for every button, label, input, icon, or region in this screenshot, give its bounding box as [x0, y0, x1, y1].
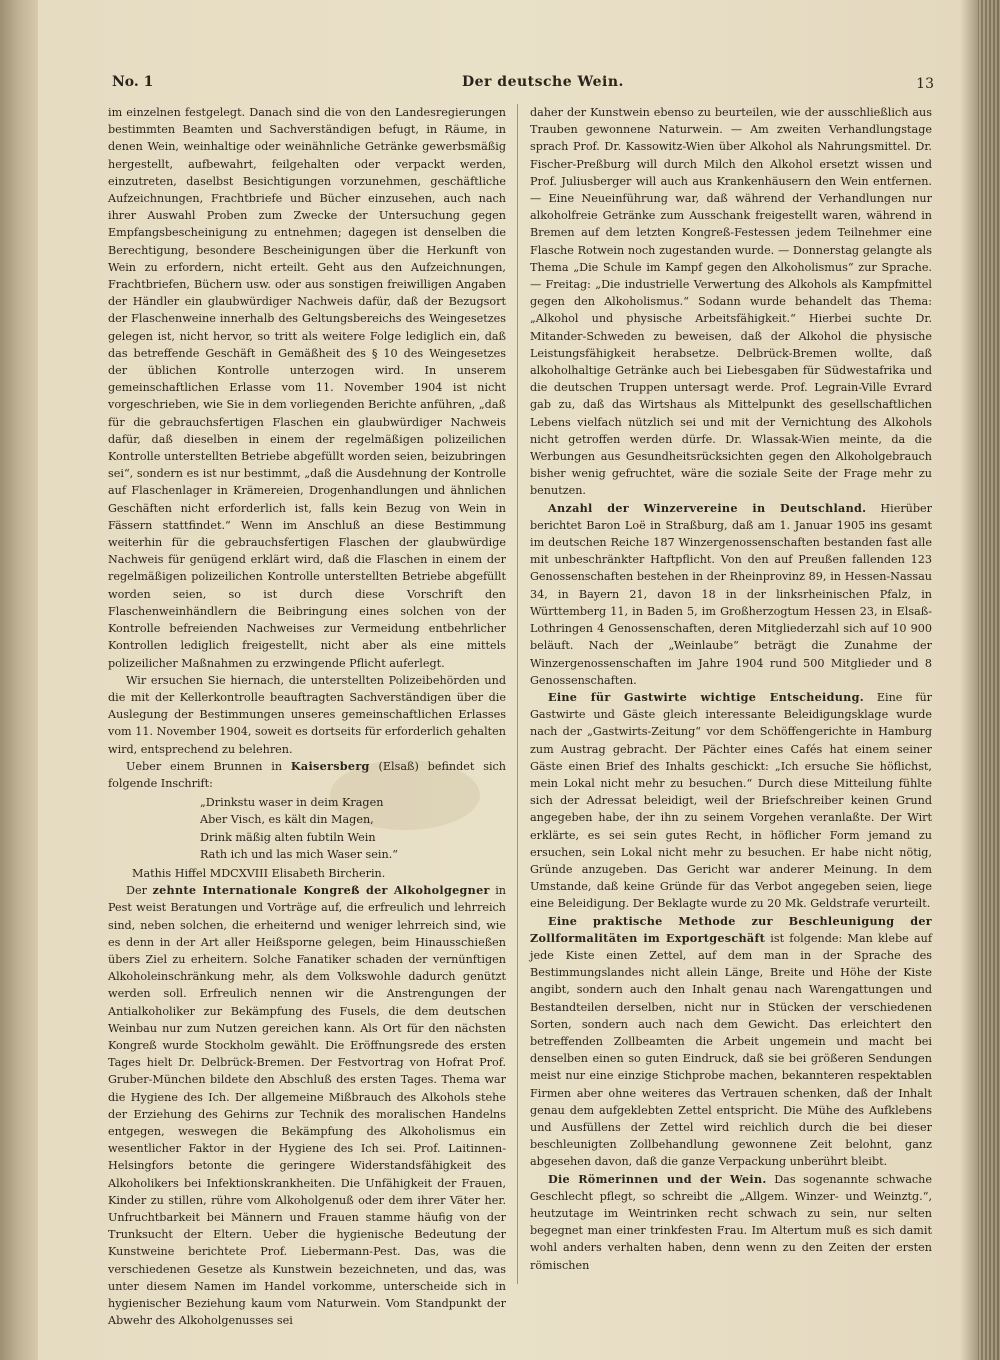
heading-gastwirte: Eine für Gastwirte wichtige Entscheidung. — [548, 689, 864, 704]
running-header — [100, 74, 940, 100]
paragraph-gastwirte: Eine für Gastwirte wichtige Entscheidung. Eine für Gastwirte und Gäste gleich interessante Beleidigungsklage wurde nach der „Gastwirts-Zeitung“ vor dem Schöffengerichte in Hamburg zum Austrag gebracht. Der Pächter eines Cafés hat einem seiner Gäste einen Brief des Inhalts geschickt: „Ich ersuche Sie höflichst, mein Lokal nicht mehr zu besuchen.“ Durch diese Mitteilung fühlte sich der Adressat beleidigt, weil der Briefschreiber keinen Grund angegeben habe, der ihn zu seinem Vorgehen veranlaßte. Der Wirt erklärte, es sei sein gutes Recht, in höflicher Form jemand zu ersuchen, sein Lokal nicht mehr zu besuchen. Er habe nicht nötig, Gründe anzugeben. Das Gericht war anderer Meinung. In dem Umstande, daß keine Gründe für das Verbot angegeben seien, liege eine Beleidigung. Der Beklagte wurde zu 20 Mk. Geldstrafe verurteilt. — [530, 689, 932, 911]
heading-kaisersberg: Kaisersberg — [290, 758, 370, 773]
fountain-inscription — [200, 794, 506, 863]
page-number: 13 — [916, 76, 934, 92]
poem-line: „Drinkstu waser in deim Kragen — [200, 796, 384, 810]
poem-line: Rath ich und las mich Waser sein.“ — [200, 847, 398, 861]
page-edges — [978, 0, 1000, 1360]
paragraph-fountain-intro: Ueber einem Brunnen in Kaisersberg (Elsaß) befindet sich folgende Inschrift: — [108, 758, 507, 790]
heading-winzervereine: Anzahl der Winzervereine in Deutschland. — [548, 500, 867, 515]
paragraph-congress: Der zehnte Internationale Kongreß der Alkoholgegner in Pest weist Beratungen und Vorträge auf, die erfreulich und lehrreich sind, neben solchen, die erheiternd und weniger lehrreich sind, wie es denn in der Art aller Heißsporne gelegen, beim Hinausschießen übers Ziel zu erheitern. Solche Fanatiker schaden der vernünftigen Alkoholeinschränkung mehr, als dem Volkswohle dadurch genützt werden soll. Erfreulich nennen wir die Anstrengungen der Antialkoholiker zur Bekämpfung des Fusels, die dem deutschen Weinbau nur zum Nutzen gereichen kann. Als Ort für den nächsten Kongreß wurde Stockholm gewählt. Die Eröffnungsrede des ersten Tages hielt Dr. Delbrück-Bremen. Der Festvortrag von Hofrat Prof. Gruber-München bildete den Abschluß des ersten Tages. Thema war die Hygiene des Ich. Der allgemeine Mißbrauch des Alkohols stehe der Erziehung des Gehirns zur Technik des moralischen Handelns entgegen, weswegen die Bekämpfung des Alkoholismus ein wesentlicher Faktor in der Hygiene des Ich sei. Prof. Laitinnen-Helsingfors betonte die geringere Widerstandsfähigkeit des Alkoholikers bei Infektionskrankheiten. Die Unfähigkeit der Frauen, Kinder zu stillen, rühre vom Alkoholgenuß oder dem ihrer Väter her. Unfruchtbarkeit bei Männern und Frauen stamme häufig von der Trunksucht der Eltern. Ueber die hygienische Bedeutung der Kunstweine berichtete Prof. Liebermann-Pest. Das, was die verschiedenen Gesetze als Kunstwein bezeichneten, und das, was unter diesem Namen im Handel vorkomme, unterscheide sich in hygienischer Beziehung kaum vom Naturwein. Vom Standpunkt der Abwehr des Alkoholgenusses sei — [108, 883, 506, 1328]
paragraph-wine-inspection: im einzelnen festgelegt. Danach sind die von den Landesregierungen bestimmten Beamten und Sachverständigen befugt, in Räume, in denen Wein, weinhaltige oder weinähnliche Getränke gewerbsmäßig hergestellt, aufbewahrt, feilgehalten oder verpackt werden, einzutreten, daselbst Besichtigungen vorzunehmen, geschäftliche Aufzeichnungen, Frachtbriefe und Bücher einzusehen, auch nach ihrer Auswahl Proben zum Zwecke der Untersuchung gegen Empfangsbescheinigung zu entnehmen; dagegen ist denselben die Berechtigung, besondere Bescheinigungen über die Herkunft von Wein zu erfordern, nicht erteilt. Geht aus den Aufzeichnungen, Frachtbriefen, Büchern usw. oder aus sonstigen freiwilligen Angaben der Händler ein glaubwürdiger Nachweis dafür, daß der Bezugsort der Flaschenweine innerhalb des Geltungsbereichs des Weingesetzes gelegen ist, nicht hervor, so tritt als weitere Folge lediglich ein, daß das betreffende Geschäft in Gemäßheit des § 10 des Weingesetzes der üblichen Kontrolle unterzogen wird. In unserem gemeinschaftlichen Erlasse vom 11. November 1904 ist nicht vorgeschrieben, wie Sie in dem vorliegenden Berichte anführen, „daß für die gebrauchsfertigen Flaschen ein glaubwürdiger Nachweis dafür, daß dieselben in einem der regelmäßigen polizeilichen Kontrolle unterstellten Betriebe abgefüllt worden seien, beizubringen sei“, sondern es ist nur bestimmt, „daß die Ausdehnung der Kontrolle auf Flaschenlager in Krämereien, Drogenhandlungen und ähnlichen Geschäften nicht erforderlich ist, falls kein Bezug von Wein in Fässern stattfindet.“ Wenn im Anschluß an diese Bestimmung weiterhin für die gebrauchsfertigen Flaschen der glaubwürdige Nachweis für genügend erklärt wird, daß die Flaschen in einem der regelmäßigen polizeilichen Kontrolle unterstellten Betriebe abgefüllt worden seien, so ist durch diese Vorschrift den Flaschenweinhändlern die Beibringung eines solchen von der Kontrolle befreienden Nachweises zur Vermeidung entbehrlicher Kontrollen lediglich freigestellt, nicht aber als eine mittels polizeilicher Maßnahmen zu erzwingende Pflicht auferlegt. — [108, 106, 506, 670]
column-divider — [517, 104, 518, 1284]
heading-roemerinnen: Die Römerinnen und der Wein. — [548, 1171, 767, 1186]
journal-title: Der deutsche Wein. — [462, 74, 624, 90]
paragraph-congress-continued: daher der Kunstwein ebenso zu beurteilen, wie der ausschließlich aus Trauben gewonnene Naturwein. — Am zweiten Verhandlungstage sprach Prof. Dr. Kassowitz-Wien über Alkohol als Nahrungsmittel. Dr. Fischer-Preßburg will durch Milch den Alkohol ersetzt wissen und Prof. Juliusberger will auch aus Krankenhäusern den Wein entfernen. — Eine Neueinführung war, daß während der Verhandlungen nur alkoholfreie Getränke zum Ausschank freigestellt waren, während in Bremen auf dem letzten Kongreß-Festessen jedem Teilnehmer eine Flasche Rotwein noch zugestanden wurde. — Donnerstag gelangte als Thema „Die Schule im Kampf gegen den Alkoholismus“ zur Sprache. — Freitag: „Die industrielle Verwertung des Alkohols als Kampfmittel gegen den Alkoholismus.“ Sodann wurde behandelt das Thema: „Alkohol und physische Arbeitsfähigkeit.“ Hierbei suchte Dr. Mitander-Schweden zu beweisen, daß der Alkohol die physische Leistungsfähigkeit herabsetze. Delbrück-Bremen wollte, daß alkoholhaltige Getränke auch bei Liebesgaben für Südwestafrika und die deutschen Truppen untersagt werde. Prof. Legrain-Ville Evrard gab zu, daß das Wirtshaus als Mittelpunkt des gesellschaftlichen Lebens vielfach nützlich sei und mit der Vernichtung des Alkohols nicht getroffen werden dürfe. Dr. Wlassak-Wien meinte, da die Werbungen aus Gesundheitsrücksichten gegen den Alkoholgebrauch bisher wenig gefruchtet, wäre die soziale Seite der Frage mehr zu benutzen. — [530, 106, 932, 498]
paragraph-roemerinnen: Die Römerinnen und der Wein. Das sogenannte schwache Geschlecht pflegt, so schreibt die „Allgem. Winzer- und Weinztg.“, heutzutage im Weintrinken recht schwach zu sein, nur selten begegnet man einer trinkfesten Frau. Im Altertum muß es sich damit wohl anders verhalten haben, denn wenn zu den Zeiten der ersten römischen — [530, 1171, 932, 1272]
book-binding — [0, 0, 38, 1360]
poem-line: Aber Visch, es kält din Magen, — [200, 813, 374, 827]
paragraph-winzervereine: Anzahl der Winzervereine in Deutschland. Hierüber berichtet Baron Loë in Straßburg, daß am 1. Januar 1905 ins gesamt im deutschen Reiche 187 Winzergenossenschaften bestanden fast alle mit unbeschränkter Haftpflicht. Von den auf Preußen fallenden 123 Genossenschaften bestehen in der Rheinprovinz 89, in Hessen-Nassau 34, in Bayern 21, davon 18 in der linksrheinischen Pfalz, in Württemberg 11, in Baden 5, im Großherzogtum Hessen 23, in Elsaß-Lothringen 4 Genossenschaften, deren Mitgliederzahl sich auf 10 900 beläuft. Nach der „Weinlaube“ beträgt die Zunahme der Winzergenossenschaften im Jahre 1904 rund 500 Mitglieder und 8 Genossenschaften. — [530, 500, 933, 687]
right-column — [530, 104, 932, 1274]
heading-zollformalitaeten: Eine praktische Methode zur Beschleunigung der Zollformalitäten im Exportgeschäft — [530, 913, 932, 945]
inscription-signature: Mathis Hiffel MDCXVIII Elisabeth Bircherin. — [132, 866, 386, 880]
paragraph-instruction: Wir ersuchen Sie hiernach, die unterstellten Polizeibehörden und die mit der Kellerkontrolle beauftragten Sachverständigen über die Auslegung der Bestimmungen unseres gemeinschaftlichen Erlasses vom 11. November 1904, soweit es dortseits für erforderlich gehalten wird, entsprechend zu belehren. — [108, 673, 506, 756]
heading-congress: zehnte Internationale Kongreß der Alkoholgegner — [152, 883, 490, 898]
poem-line: Drink mäßig alten fubtiln Wein — [200, 830, 376, 844]
issue-number: No. 1 — [112, 74, 154, 90]
left-column — [108, 104, 506, 1329]
paragraph-zollformalitaeten: Eine praktische Methode zur Beschleunigung der Zollformalitäten im Exportgeschäft ist folgende: Man klebe auf jede Kiste einen Zettel, auf dem man in der Sprache des Bestimmungslandes nicht allein Länge, Breite und Höhe der Kiste angibt, sondern auch den Inhalt genau nach Warengattungen und Bestandteilen derselben, nicht nur in Stücken der verschiedenen Sorten, sondern auch nach dem Gewicht. Das erleichtert den betreffenden Zollbeamten die Arbeit ungemein und macht bei denselben einen so guten Eindruck, daß sie bei größeren Sendungen meist nur eine einzige Stichprobe machen, bekannteren respektablen Firmen aber ohne weiteres das Vertrauen schenken, daß der Inhalt genau dem aufgeklebten Zettel entspricht. Die Mühe des Aufklebens und Ausfüllens der Zettel wird reichlich durch die bei dieser beschleunigten Zollbehandlung gewonnene Zeit belohnt, ganz abgesehen davon, daß die ganze Verpackung unberührt bleibt. — [530, 913, 933, 1169]
